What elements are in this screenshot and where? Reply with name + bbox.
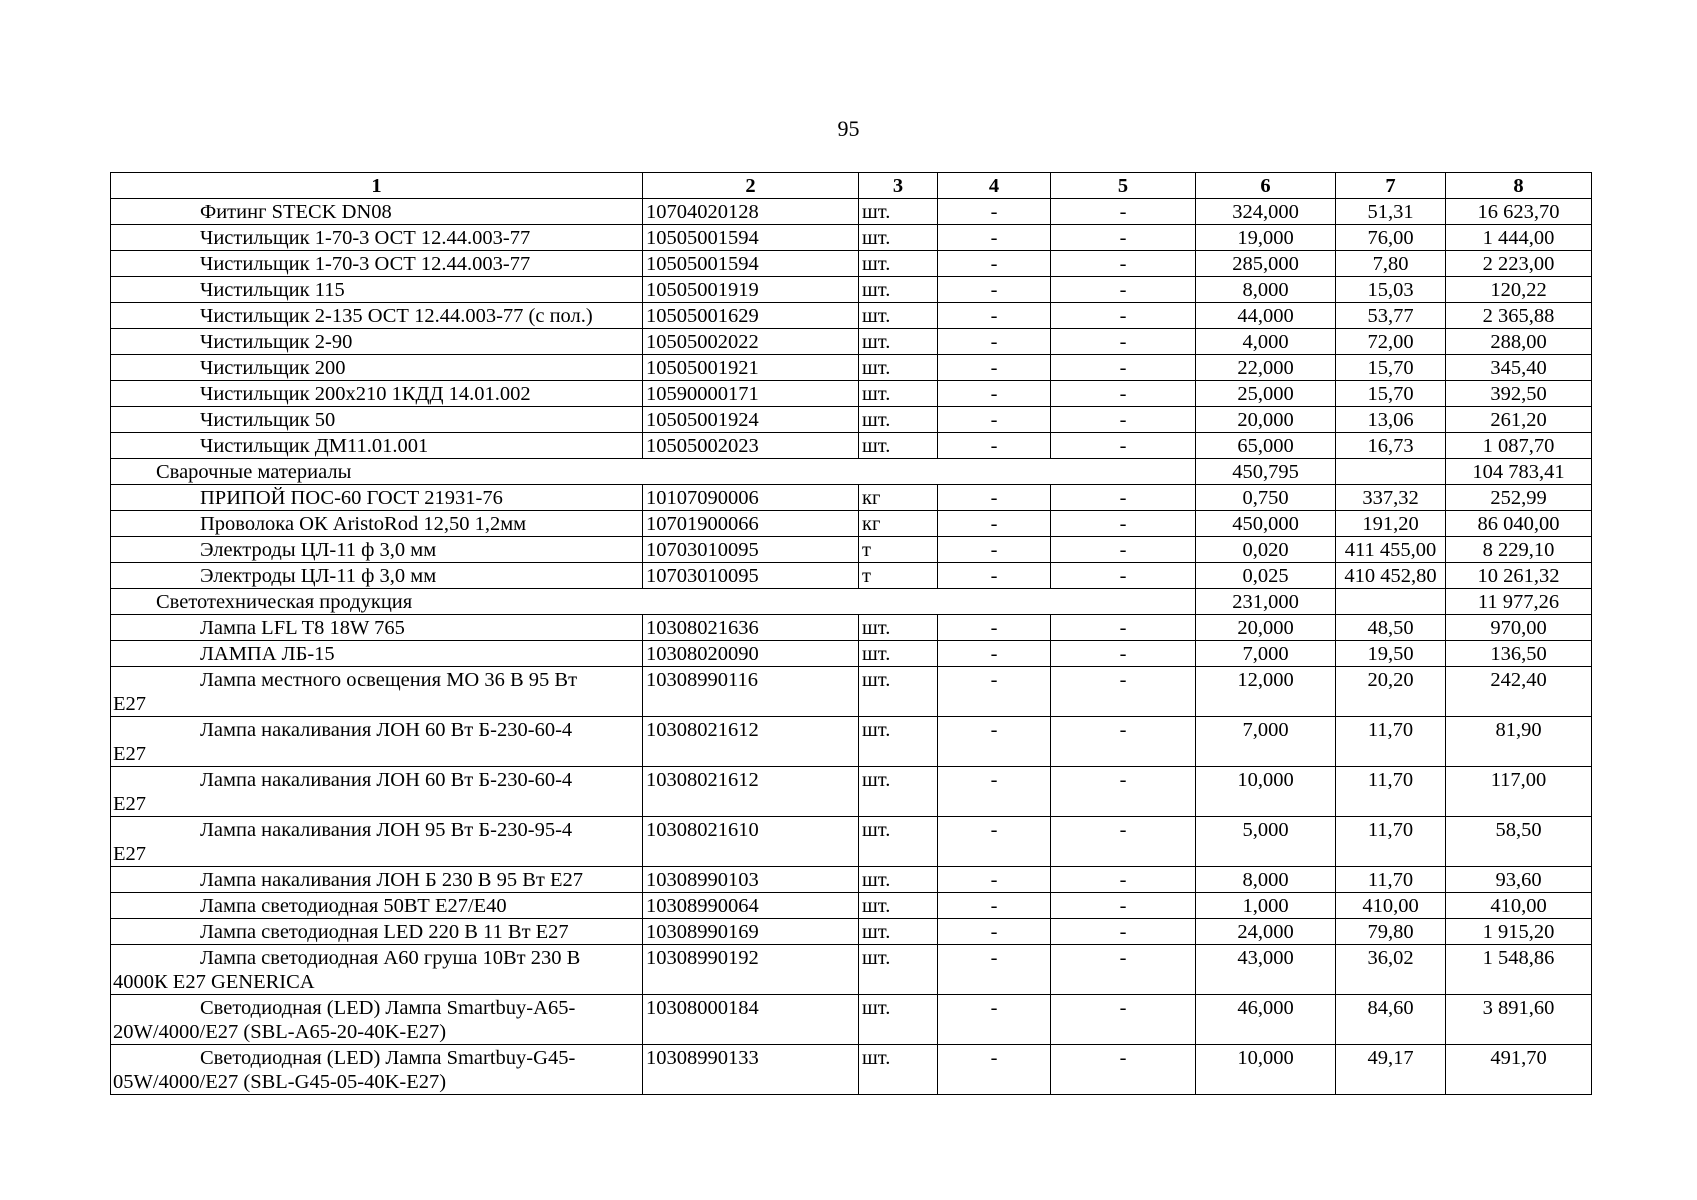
name-cell [111, 277, 643, 303]
table-row [111, 355, 1592, 381]
col4-cell: - [938, 537, 1051, 563]
name-cell [111, 433, 643, 459]
col5-cell: - [1051, 945, 1196, 995]
unit-cell: шт. [859, 251, 938, 277]
qty-cell: 5,000 [1196, 817, 1336, 867]
inventory-table [110, 172, 1592, 1095]
name-cell [111, 563, 643, 589]
qty-cell: 65,000 [1196, 433, 1336, 459]
col5-cell: - [1051, 407, 1196, 433]
col5-cell: - [1051, 995, 1196, 1045]
col5-cell: - [1051, 485, 1196, 511]
table-row [111, 225, 1592, 251]
item-name: Чистильщик 200х210 1КДД 14.01.002 [200, 383, 531, 405]
unit-cell: шт. [859, 355, 938, 381]
unit-cell: шт. [859, 303, 938, 329]
sum-cell: 345,40 [1446, 355, 1592, 381]
qty-cell: 46,000 [1196, 995, 1336, 1045]
table-row [111, 511, 1592, 537]
table-row [111, 277, 1592, 303]
col4-cell: - [938, 615, 1051, 641]
price-cell: 11,70 [1336, 817, 1446, 867]
price-cell: 11,70 [1336, 867, 1446, 893]
code-cell: 10505001921 [643, 355, 859, 381]
qty-cell: 7,000 [1196, 641, 1336, 667]
col4-cell: - [938, 893, 1051, 919]
unit-cell: шт. [859, 277, 938, 303]
col4-cell: - [938, 641, 1051, 667]
unit-cell: шт. [859, 817, 938, 867]
item-name: Проволока ОК AristoRod 12,50 1,2мм [200, 513, 527, 535]
table-row [111, 615, 1592, 641]
col5-cell: - [1051, 667, 1196, 717]
table-row [111, 867, 1592, 893]
price-cell: 15,70 [1336, 381, 1446, 407]
sum-cell: 117,00 [1446, 767, 1592, 817]
item-name: Фитинг STECK DN08 [200, 201, 392, 223]
name-cell [111, 893, 643, 919]
col4-cell: - [938, 563, 1051, 589]
name-cell [111, 381, 643, 407]
code-cell: 10703010095 [643, 537, 859, 563]
code-cell: 10308990133 [643, 1045, 859, 1095]
item-name: ПРИПОЙ ПОС-60 ГОСТ 21931-76 [200, 487, 503, 509]
col5-cell: - [1051, 893, 1196, 919]
item-name: Чистильщик 115 [200, 279, 345, 301]
code-cell: 10308990169 [643, 919, 859, 945]
price-cell: 191,20 [1336, 511, 1446, 537]
sum-cell: 491,70 [1446, 1045, 1592, 1095]
qty-cell: 1,000 [1196, 893, 1336, 919]
price-cell: 11,70 [1336, 717, 1446, 767]
code-cell: 10308021612 [643, 717, 859, 767]
table-row [111, 667, 1592, 717]
sum-cell: 1 548,86 [1446, 945, 1592, 995]
group-row [111, 589, 1592, 615]
qty-cell: 7,000 [1196, 717, 1336, 767]
price-cell: 11,70 [1336, 767, 1446, 817]
qty-cell: 8,000 [1196, 867, 1336, 893]
table-row [111, 563, 1592, 589]
qty-cell: 450,795 [1196, 459, 1336, 485]
table-row [111, 537, 1592, 563]
col4-cell: - [938, 511, 1051, 537]
sum-cell: 136,50 [1446, 641, 1592, 667]
name-cell [111, 717, 643, 767]
item-name: Лампа LFL T8 18W 765 [200, 617, 405, 639]
group-name: Сварочные материалы [156, 461, 352, 483]
name-cell [111, 641, 643, 667]
col4-cell: - [938, 767, 1051, 817]
sum-cell: 86 040,00 [1446, 511, 1592, 537]
col5-cell: - [1051, 537, 1196, 563]
column-header-4: 4 [938, 173, 1051, 199]
price-cell: 72,00 [1336, 329, 1446, 355]
qty-cell: 231,000 [1196, 589, 1336, 615]
name-cell [111, 667, 643, 717]
price-cell [1336, 459, 1446, 485]
column-header-1: 1 [111, 173, 643, 199]
qty-cell: 10,000 [1196, 767, 1336, 817]
price-cell: 79,80 [1336, 919, 1446, 945]
price-cell: 76,00 [1336, 225, 1446, 251]
unit-cell: шт. [859, 381, 938, 407]
qty-cell: 22,000 [1196, 355, 1336, 381]
code-cell: 10308021636 [643, 615, 859, 641]
item-name-continuation: 20W/4000/E27 (SBL-A65-20-40K-E27) [113, 1021, 447, 1043]
name-cell [111, 995, 643, 1045]
item-name: Лампа накаливания ЛОН Б 230 В 95 Вт Е27 [200, 869, 583, 891]
item-name: Лампа накаливания ЛОН 60 Вт Б-230-60-4 [200, 769, 573, 791]
unit-cell: шт. [859, 199, 938, 225]
code-cell: 10308021612 [643, 767, 859, 817]
col5-cell: - [1051, 303, 1196, 329]
item-name: Чистильщик 2-90 [200, 331, 353, 353]
sum-cell: 288,00 [1446, 329, 1592, 355]
col5-cell: - [1051, 817, 1196, 867]
code-cell: 10308021610 [643, 817, 859, 867]
sum-cell: 58,50 [1446, 817, 1592, 867]
name-cell [111, 485, 643, 511]
item-name: Лампа накаливания ЛОН 95 Вт Б-230-95-4 [200, 819, 573, 841]
col5-cell: - [1051, 277, 1196, 303]
table-row [111, 817, 1592, 867]
sum-cell: 11 977,26 [1446, 589, 1592, 615]
qty-cell: 10,000 [1196, 1045, 1336, 1095]
table-row [111, 945, 1592, 995]
col5-cell: - [1051, 615, 1196, 641]
sum-cell: 2 223,00 [1446, 251, 1592, 277]
sum-cell: 1 915,20 [1446, 919, 1592, 945]
item-name-continuation: Е27 [113, 743, 147, 765]
sum-cell: 410,00 [1446, 893, 1592, 919]
item-name: Светодиодная (LED) Лампа Smartbuy-A65- [200, 997, 576, 1019]
code-cell: 10505001629 [643, 303, 859, 329]
item-name: Чистильщик 1-70-3 ОСТ 12.44.003-77 [200, 253, 531, 275]
table-row [111, 303, 1592, 329]
price-cell: 410,00 [1336, 893, 1446, 919]
price-cell: 48,50 [1336, 615, 1446, 641]
unit-cell: шт. [859, 893, 938, 919]
price-cell: 20,20 [1336, 667, 1446, 717]
item-name-continuation: 4000К Е27 GENERICA [113, 971, 315, 993]
table-row [111, 407, 1592, 433]
table-row [111, 199, 1592, 225]
price-cell [1336, 589, 1446, 615]
unit-cell: шт. [859, 433, 938, 459]
col4-cell: - [938, 225, 1051, 251]
qty-cell: 0,750 [1196, 485, 1336, 511]
sum-cell: 1 087,70 [1446, 433, 1592, 459]
name-cell [111, 225, 643, 251]
table-row [111, 433, 1592, 459]
unit-cell: шт. [859, 641, 938, 667]
sum-cell: 252,99 [1446, 485, 1592, 511]
code-cell: 10308000184 [643, 995, 859, 1045]
table-row [111, 329, 1592, 355]
table-row [111, 485, 1592, 511]
item-name: Лампа накаливания ЛОН 60 Вт Б-230-60-4 [200, 719, 573, 741]
group-name-cell [111, 459, 1196, 485]
item-name: Лампа светодиодная А60 груша 10Вт 230 В [200, 947, 581, 969]
item-name: ЛАМПА ЛБ-15 [200, 643, 335, 665]
code-cell: 10107090006 [643, 485, 859, 511]
qty-cell: 0,025 [1196, 563, 1336, 589]
col5-cell: - [1051, 329, 1196, 355]
sum-cell: 93,60 [1446, 867, 1592, 893]
col5-cell: - [1051, 511, 1196, 537]
col4-cell: - [938, 199, 1051, 225]
price-cell: 410 452,80 [1336, 563, 1446, 589]
col4-cell: - [938, 667, 1051, 717]
col4-cell: - [938, 1045, 1051, 1095]
col4-cell: - [938, 867, 1051, 893]
unit-cell: шт. [859, 945, 938, 995]
code-cell: 10505001594 [643, 225, 859, 251]
col4-cell: - [938, 717, 1051, 767]
group-row [111, 459, 1592, 485]
unit-cell: т [859, 563, 938, 589]
unit-cell: т [859, 537, 938, 563]
col5-cell: - [1051, 717, 1196, 767]
name-cell [111, 919, 643, 945]
name-cell [111, 767, 643, 817]
code-cell: 10703010095 [643, 563, 859, 589]
col4-cell: - [938, 485, 1051, 511]
col5-cell: - [1051, 355, 1196, 381]
price-cell: 13,06 [1336, 407, 1446, 433]
table-row [111, 995, 1592, 1045]
code-cell: 10308990116 [643, 667, 859, 717]
col4-cell: - [938, 355, 1051, 381]
unit-cell: кг [859, 485, 938, 511]
table-row [111, 381, 1592, 407]
sum-cell: 2 365,88 [1446, 303, 1592, 329]
table-row [111, 641, 1592, 667]
price-cell: 84,60 [1336, 995, 1446, 1045]
col4-cell: - [938, 433, 1051, 459]
column-header-5: 5 [1051, 173, 1196, 199]
qty-cell: 24,000 [1196, 919, 1336, 945]
item-name: Чистильщик 50 [200, 409, 336, 431]
price-cell: 16,73 [1336, 433, 1446, 459]
qty-cell: 4,000 [1196, 329, 1336, 355]
qty-cell: 8,000 [1196, 277, 1336, 303]
sum-cell: 1 444,00 [1446, 225, 1592, 251]
col5-cell: - [1051, 225, 1196, 251]
col5-cell: - [1051, 919, 1196, 945]
col4-cell: - [938, 919, 1051, 945]
header-row [111, 173, 1592, 199]
page-number: 95 [837, 116, 860, 141]
table-row [111, 717, 1592, 767]
sum-cell: 104 783,41 [1446, 459, 1592, 485]
item-name-continuation: 05W/4000/E27 (SBL-G45-05-40K-E27) [113, 1071, 447, 1093]
qty-cell: 19,000 [1196, 225, 1336, 251]
table-row [111, 767, 1592, 817]
code-cell: 10308990192 [643, 945, 859, 995]
price-cell: 49,17 [1336, 1045, 1446, 1095]
unit-cell: шт. [859, 767, 938, 817]
unit-cell: шт. [859, 225, 938, 251]
qty-cell: 20,000 [1196, 407, 1336, 433]
name-cell [111, 355, 643, 381]
code-cell: 10308020090 [643, 641, 859, 667]
sum-cell: 261,20 [1446, 407, 1592, 433]
col4-cell: - [938, 995, 1051, 1045]
unit-cell: шт. [859, 867, 938, 893]
name-cell [111, 303, 643, 329]
qty-cell: 44,000 [1196, 303, 1336, 329]
price-cell: 53,77 [1336, 303, 1446, 329]
item-name: Чистильщик 1-70-3 ОСТ 12.44.003-77 [200, 227, 531, 249]
unit-cell: шт. [859, 407, 938, 433]
table-row [111, 251, 1592, 277]
price-cell: 15,03 [1336, 277, 1446, 303]
price-cell: 7,80 [1336, 251, 1446, 277]
item-name: Лампа местного освещения МО 36 В 95 Вт [200, 669, 578, 691]
name-cell [111, 615, 643, 641]
item-name: Чистильщик 2-135 ОСТ 12.44.003-77 (с пол.) [200, 305, 593, 327]
name-cell [111, 945, 643, 995]
col4-cell: - [938, 303, 1051, 329]
table-row [111, 893, 1592, 919]
item-name: Электроды ЦЛ-11 ф 3,0 мм [200, 565, 437, 587]
col5-cell: - [1051, 251, 1196, 277]
item-name: Чистильщик ДМ11.01.001 [200, 435, 429, 457]
name-cell [111, 407, 643, 433]
column-header-2: 2 [643, 173, 859, 199]
col4-cell: - [938, 381, 1051, 407]
col5-cell: - [1051, 563, 1196, 589]
unit-cell: шт. [859, 667, 938, 717]
unit-cell: шт. [859, 1045, 938, 1095]
code-cell: 10590000171 [643, 381, 859, 407]
item-name: Лампа светодиодная LED 220 В 11 Вт Е27 [200, 921, 569, 943]
column-header-3: 3 [859, 173, 938, 199]
item-name-continuation: Е27 [113, 793, 147, 815]
qty-cell: 285,000 [1196, 251, 1336, 277]
unit-cell: шт. [859, 919, 938, 945]
item-name-continuation: Е27 [113, 843, 147, 865]
column-header-7: 7 [1336, 173, 1446, 199]
item-name-continuation: Е27 [113, 693, 147, 715]
code-cell: 10505002023 [643, 433, 859, 459]
unit-cell: шт. [859, 329, 938, 355]
col5-cell: - [1051, 641, 1196, 667]
sum-cell: 3 891,60 [1446, 995, 1592, 1045]
unit-cell: шт. [859, 995, 938, 1045]
code-cell: 10701900066 [643, 511, 859, 537]
code-cell: 10505001919 [643, 277, 859, 303]
code-cell: 10704020128 [643, 199, 859, 225]
name-cell [111, 511, 643, 537]
qty-cell: 12,000 [1196, 667, 1336, 717]
name-cell [111, 537, 643, 563]
unit-cell: кг [859, 511, 938, 537]
qty-cell: 25,000 [1196, 381, 1336, 407]
price-cell: 19,50 [1336, 641, 1446, 667]
sum-cell: 10 261,32 [1446, 563, 1592, 589]
code-cell: 10505001594 [643, 251, 859, 277]
sum-cell: 120,22 [1446, 277, 1592, 303]
col5-cell: - [1051, 867, 1196, 893]
sum-cell: 16 623,70 [1446, 199, 1592, 225]
price-cell: 36,02 [1336, 945, 1446, 995]
unit-cell: шт. [859, 615, 938, 641]
name-cell [111, 199, 643, 225]
column-header-6: 6 [1196, 173, 1336, 199]
item-name: Лампа светодиодная 50ВТ Е27/Е40 [200, 895, 507, 917]
name-cell [111, 1045, 643, 1095]
qty-cell: 0,020 [1196, 537, 1336, 563]
col4-cell: - [938, 251, 1051, 277]
name-cell [111, 817, 643, 867]
sum-cell: 81,90 [1446, 717, 1592, 767]
qty-cell: 20,000 [1196, 615, 1336, 641]
table-row [111, 919, 1592, 945]
price-cell: 15,70 [1336, 355, 1446, 381]
qty-cell: 43,000 [1196, 945, 1336, 995]
col5-cell: - [1051, 433, 1196, 459]
unit-cell: шт. [859, 717, 938, 767]
price-cell: 51,31 [1336, 199, 1446, 225]
sum-cell: 8 229,10 [1446, 537, 1592, 563]
name-cell [111, 329, 643, 355]
group-name: Светотехническая продукция [156, 591, 413, 613]
col5-cell: - [1051, 1045, 1196, 1095]
column-header-8: 8 [1446, 173, 1592, 199]
sum-cell: 970,00 [1446, 615, 1592, 641]
item-name: Электроды ЦЛ-11 ф 3,0 мм [200, 539, 437, 561]
code-cell: 10505001924 [643, 407, 859, 433]
table-row [111, 1045, 1592, 1095]
col4-cell: - [938, 817, 1051, 867]
item-name: Светодиодная (LED) Лампа Smartbuy-G45- [200, 1047, 576, 1069]
group-name-cell [111, 589, 1196, 615]
col4-cell: - [938, 277, 1051, 303]
qty-cell: 324,000 [1196, 199, 1336, 225]
qty-cell: 450,000 [1196, 511, 1336, 537]
item-name: Чистильщик 200 [200, 357, 346, 379]
name-cell [111, 251, 643, 277]
code-cell: 10308990103 [643, 867, 859, 893]
sum-cell: 242,40 [1446, 667, 1592, 717]
col4-cell: - [938, 407, 1051, 433]
col4-cell: - [938, 945, 1051, 995]
price-cell: 337,32 [1336, 485, 1446, 511]
name-cell [111, 867, 643, 893]
code-cell: 10308990064 [643, 893, 859, 919]
price-cell: 411 455,00 [1336, 537, 1446, 563]
sum-cell: 392,50 [1446, 381, 1592, 407]
code-cell: 10505002022 [643, 329, 859, 355]
col5-cell: - [1051, 767, 1196, 817]
col5-cell: - [1051, 199, 1196, 225]
col4-cell: - [938, 329, 1051, 355]
col5-cell: - [1051, 381, 1196, 407]
